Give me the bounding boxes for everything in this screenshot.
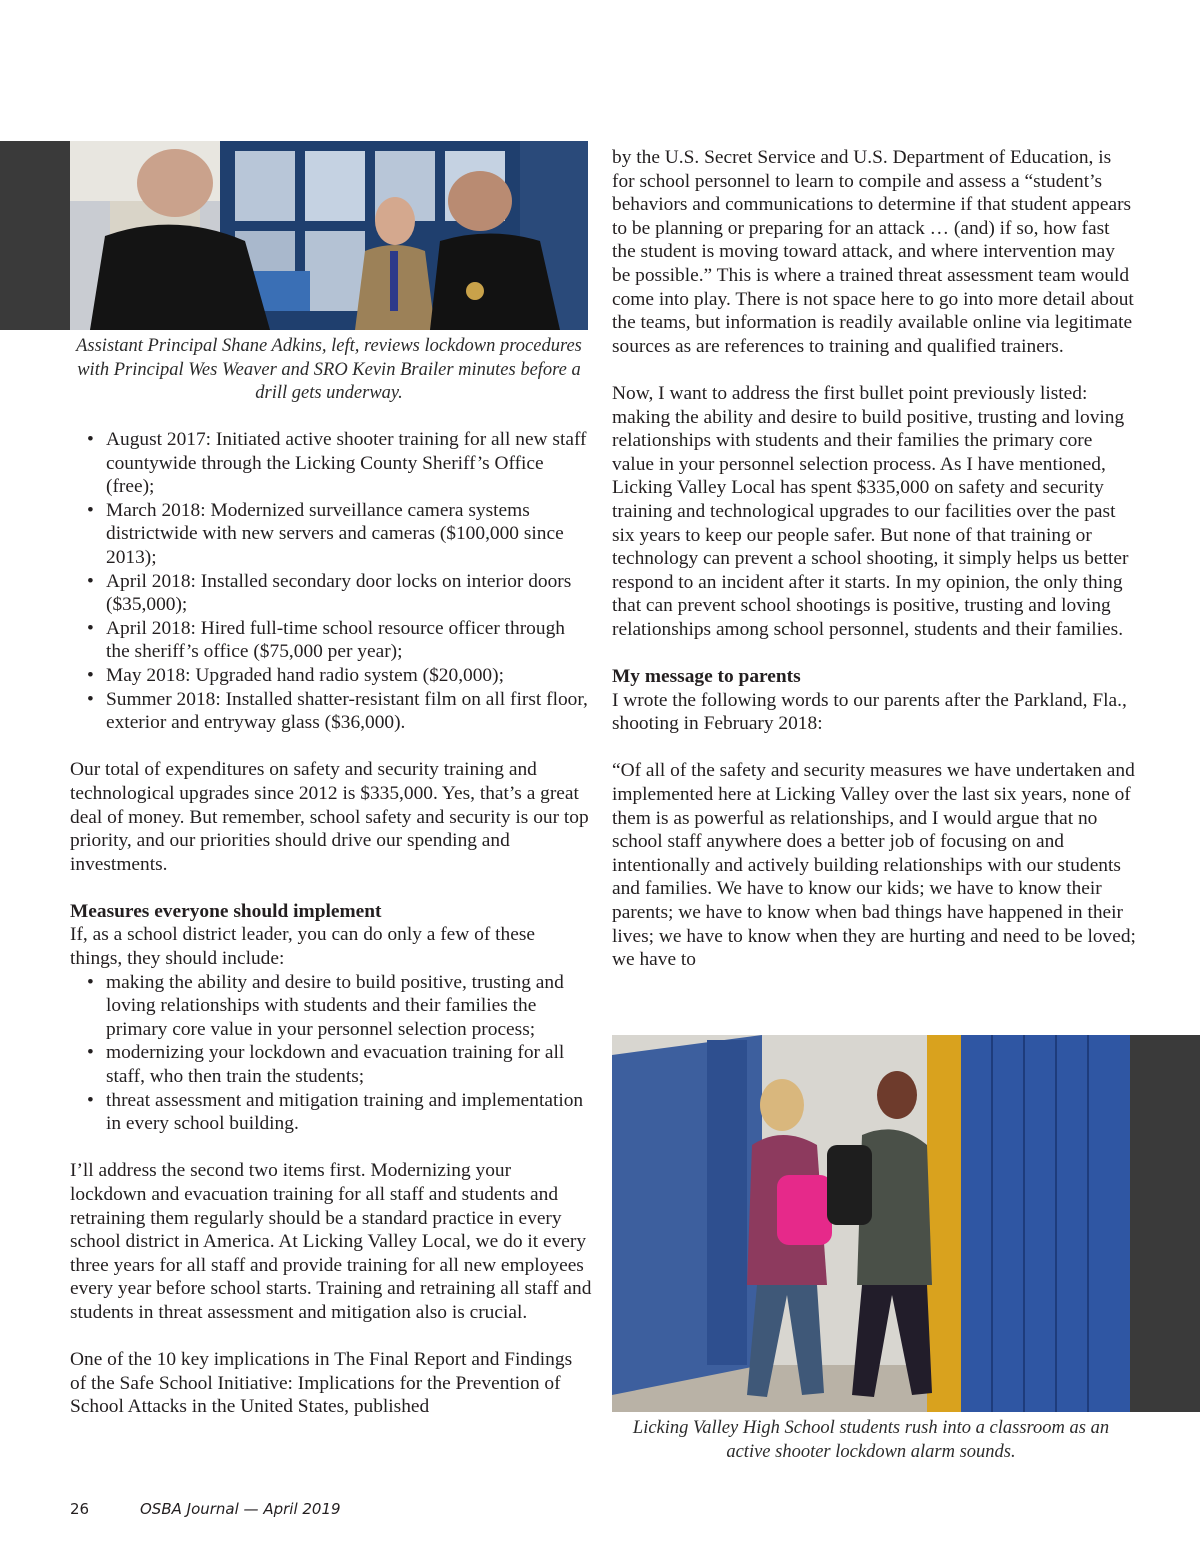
body-paragraph: Now, I want to address the first bullet point previously listed: making the ability and desire to build positive, trusting and loving relationships with students and their families the primary core value in your personnel selection process. As I have mentioned, Licking Valley Local has spent $335,000 on safety and security training and technological upgrades to our facilities over the past six years to keep our people safer. But none of that training or technology can prevent a school shooting, it simply helps us better respond to an incident after it starts. In my opinion, the only thing that can prevent school shootings is positive, trusting and loving relationships among school personnel, students and their families. [612, 382, 1129, 640]
body-paragraph: One of the 10 key implications in The Final Report and Findings of the Safe School Initiative: Implications for the Prevention of School Attacks in the United States, published [70, 1349, 573, 1418]
section-heading: My message to parents [612, 666, 801, 688]
body-paragraph: If, as a school district leader, you can do only a few of these things, they should include: [70, 924, 535, 970]
body-paragraph: I wrote the following words to our parents after the Parkland, Fla., shooting in February 2018: [612, 689, 1127, 735]
expenditure-list [70, 428, 592, 735]
list-item: • making the ability and desire to build positive, trusting and loving relationships with students and their families the primary core value in your personnel selection process; [70, 971, 592, 1042]
list-item: • modernizing your lockdown and evacuation training for all staff, who then train the students; [70, 1041, 592, 1088]
photo2-caption: Licking Valley High School students rush into a classroom as an active shooter lockdown alarm sounds. [632, 1418, 1110, 1462]
body-paragraph: “Of all of the safety and security measures we have undertaken and implemented here at Licking Valley over the last six years, none of them is as powerful as relationships, and I would argue that no school staff anywhere does a better job of focusing on and intentionally and actively building relationships with our students and families. We have to know our kids; we have to know their parents; we have to know when bad things have happened in their lives; we have to know when they are hurting and need to be loved; we have to [612, 760, 1136, 971]
body-paragraph: I’ll address the second two items first. Modernizing your lockdown and evacuation training for all staff and students and retraining them regularly should be a standard practice in every school district in America. At Licking Valley Local, we do it every three years for all staff and provide training for all new employees every year before school starts. Training and retraining all staff and students in threat assessment and mitigation also is crucial. [70, 1160, 592, 1323]
journal-title: OSBA Journal — April 2019 [140, 1500, 341, 1518]
list-item: • Summer 2018: Installed shatter-resistant film on all first floor, exterior and entryway glass ($36,000). [70, 688, 592, 735]
section-tab-left [0, 141, 70, 330]
body-paragraph: Our total of expenditures on safety and security training and technological upgrades since 2012 is $335,000. Yes, that’s a great deal of money. But remember, school safety and security is our top priority, and our priorities should drive our spending and investments. [70, 759, 589, 875]
list-item: • May 2018: Upgraded hand radio system ($20,000); [70, 664, 592, 688]
page-number: 26 [70, 1500, 90, 1518]
measures-list [70, 971, 592, 1136]
lockdown-review-photo [70, 141, 588, 330]
section-heading: Measures everyone should implement [70, 900, 382, 922]
photo-illustration-icon [70, 141, 588, 330]
page-footer [70, 1500, 341, 1518]
list-item: • April 2018: Hired full-time school resource officer through the sheriff’s office ($75,000 per year); [70, 617, 592, 664]
list-item: • April 2018: Installed secondary door locks on interior doors ($35,000); [70, 570, 592, 617]
hallway-students-photo [612, 1035, 1130, 1412]
hallway-illustration-icon [612, 1035, 1130, 1412]
body-paragraph: by the U.S. Secret Service and U.S. Department of Education, is for school personnel to learn to compile and assess a “student’s behaviors and communications to determine if that student appears to be planning or preparing for an attack … (and) if so, how fast the student is moving toward attack, and where intervention may be possible.” This is where a trained threat assessment team would come into play. There is not space here to go into more detail about the teams, but information is readily available online via legitimate sources as are references to training and qualified trainers. [612, 147, 1134, 357]
left-column [70, 428, 592, 1443]
photo1-caption: Assistant Principal Shane Adkins, left, reviews lockdown procedures with Principal Wes Weaver and SRO Kevin Brailer minutes before a drill gets underway. [76, 336, 582, 403]
list-item: • threat assessment and mitigation training and implementation in every school building. [70, 1089, 592, 1136]
section-tab-right [1130, 1035, 1200, 1412]
right-column [612, 146, 1137, 995]
list-item: • March 2018: Modernized surveillance camera systems districtwide with new servers and cameras ($100,000 since 2013); [70, 499, 592, 570]
list-item: • August 2017: Initiated active shooter training for all new staff countywide through the Licking County Sheriff’s Office (free); [70, 428, 592, 499]
